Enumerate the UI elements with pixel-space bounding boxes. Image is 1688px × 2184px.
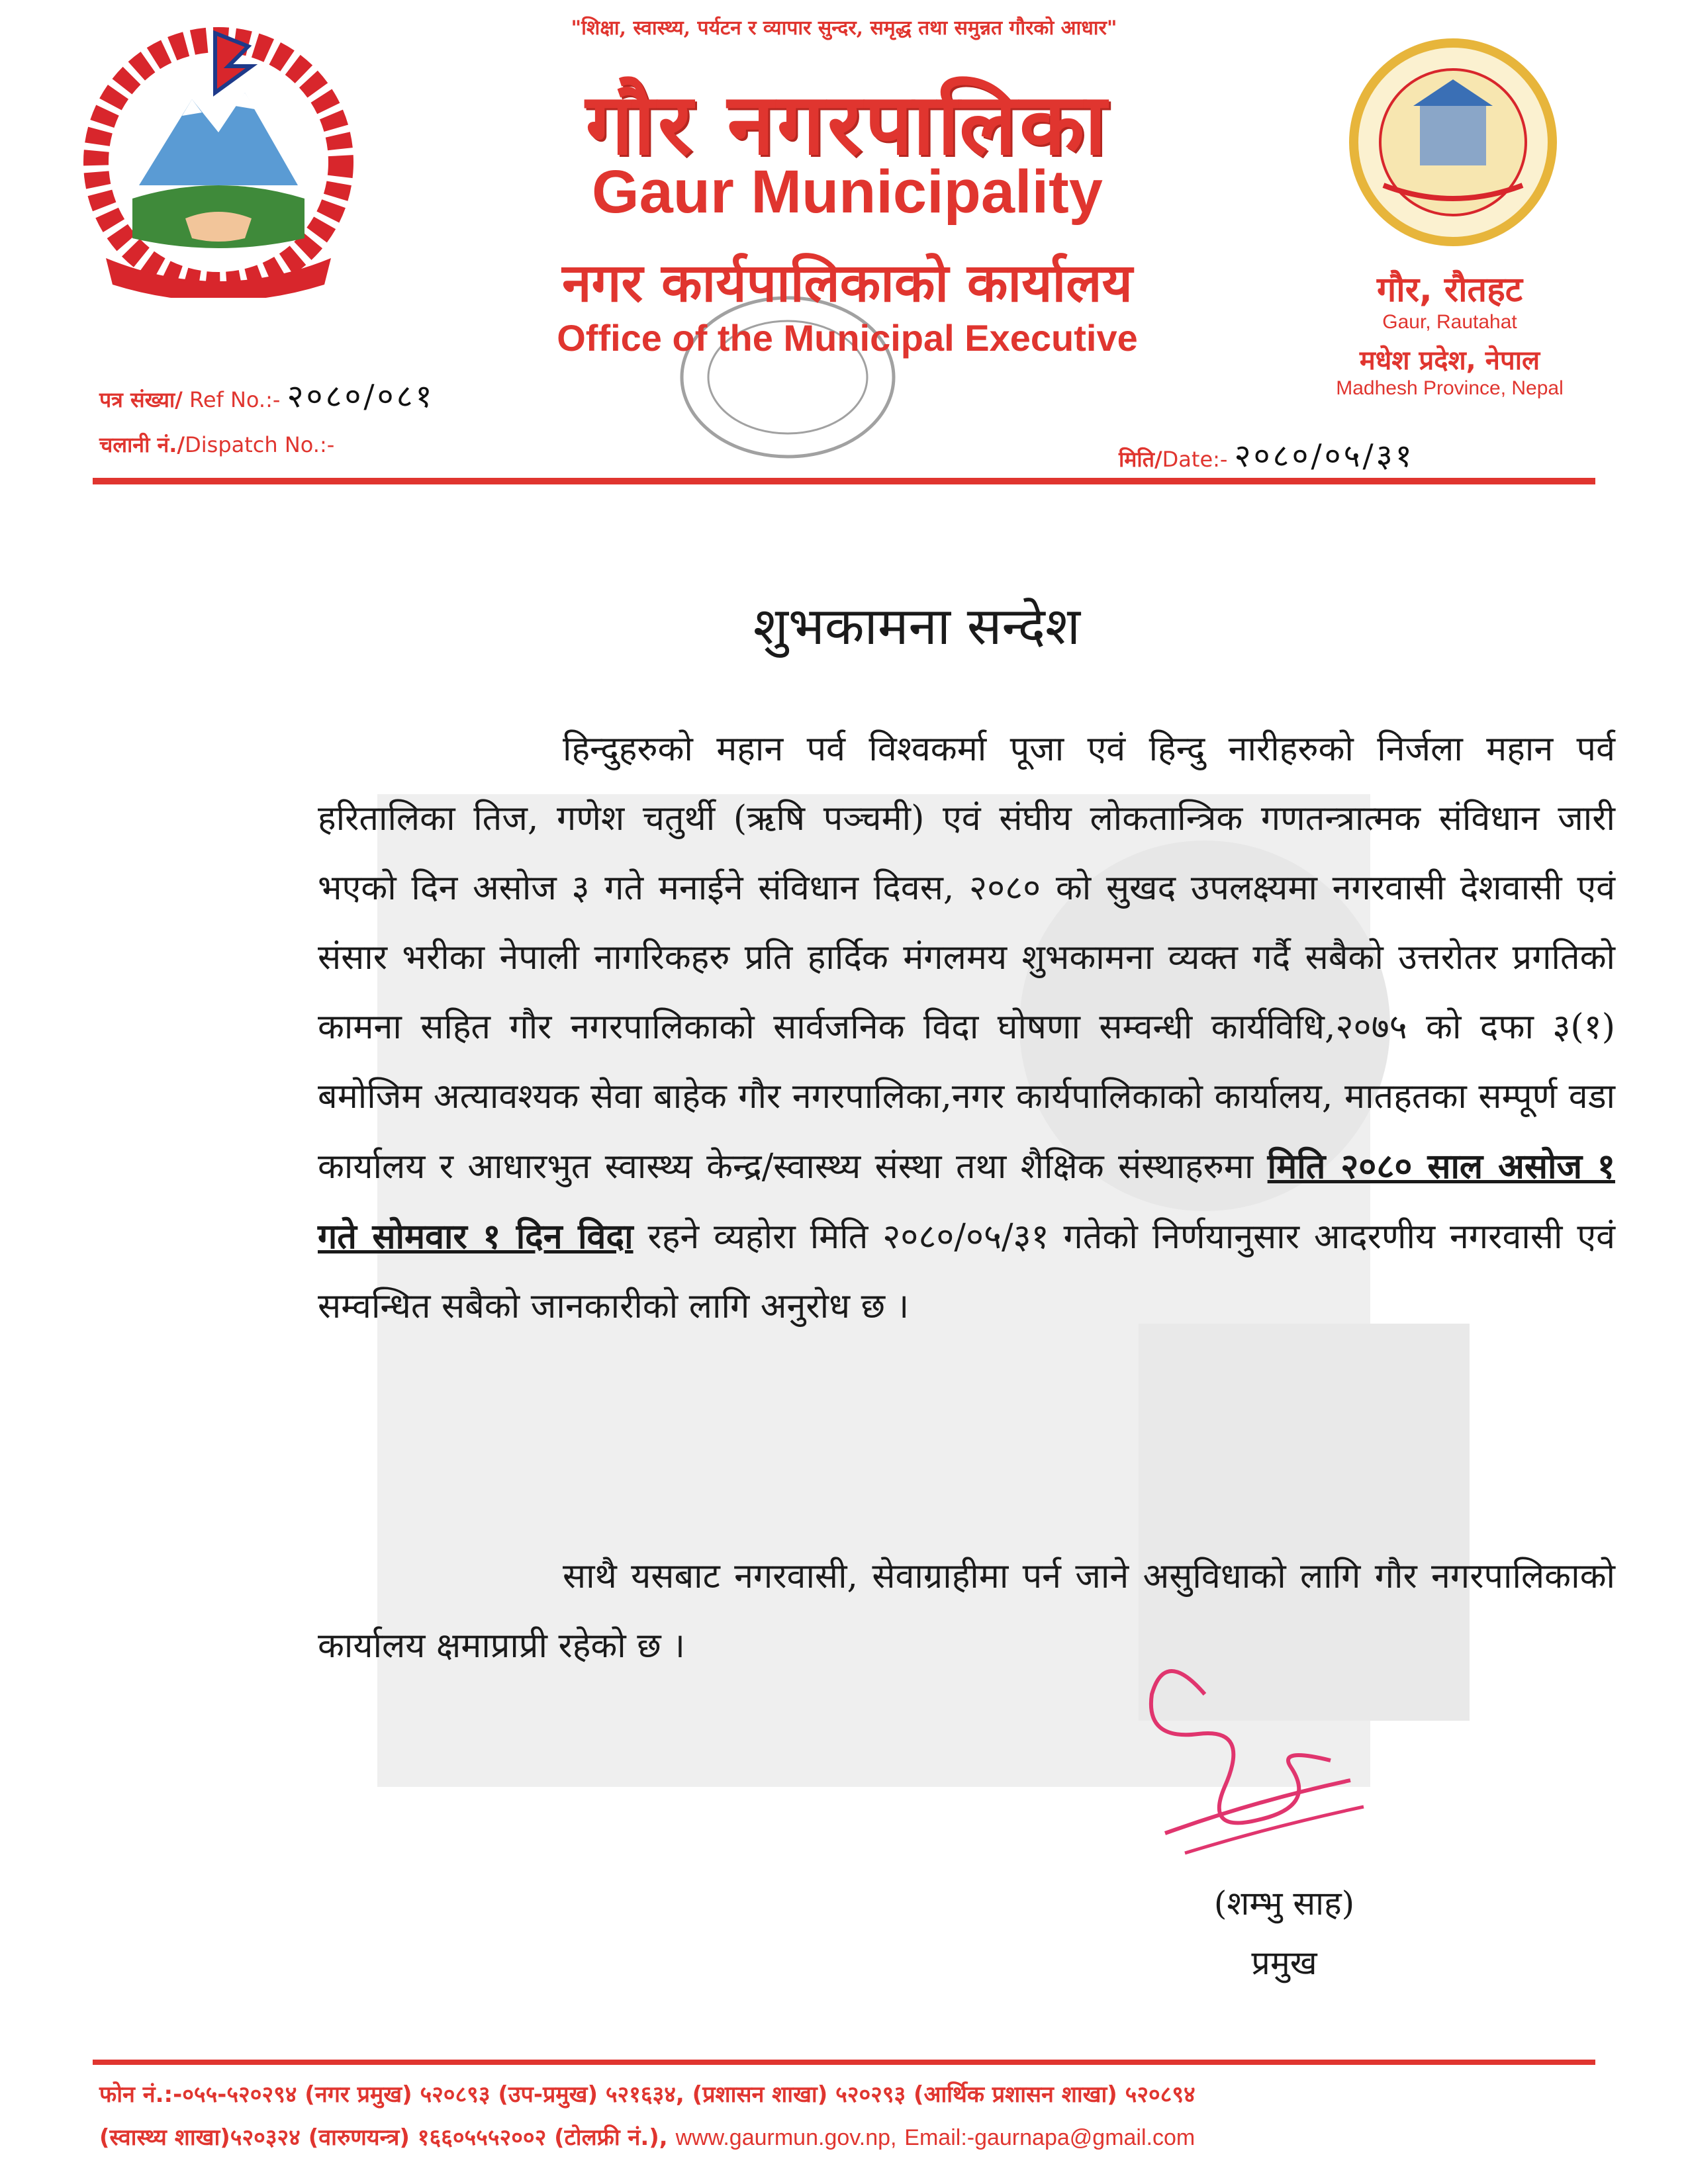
footer-phone-line: फोन नं.:-०५५-५२०२९४ (नगर प्रमुख) ५२०८९३ (उप-प्रमुख) ५२१६३४, (प्रशासन शाखा) ५२०२९३ (आर्थिक प्रशासन शाखा) ५२०८९४ <box>99 2081 1196 2108</box>
province-nepali: मधेश प्रदेश, नेपाल <box>1359 345 1540 376</box>
footer-contact-line <box>99 2121 1589 2152</box>
footer-phone-continued: (स्वास्थ्य शाखा)५२०३२४ (वारुणयन्त्र) १६६०५५५२००२ (टोलफ्री नं.), <box>99 2124 668 2151</box>
office-title-nepali: नगर कार्यपालिकाको कार्यालय <box>562 252 1133 314</box>
nepal-emblem-logo <box>66 20 371 298</box>
date-label-nepali: मिति/ <box>1119 447 1162 472</box>
holiday-highlight: मिति २०८० साल असोज १ गते सोमवार १ दिन विदा <box>318 1146 1615 1257</box>
ref-number <box>99 374 435 417</box>
ref-value: २०८०/०८१ <box>287 378 435 415</box>
email-link[interactable]: Email:-gaurnapa@gmail.com <box>904 2125 1196 2150</box>
letter-date <box>1119 433 1415 477</box>
paragraph-1-text-a: हिन्दुहरुको महान पर्व विश्वकर्मा पूजा एवं हिन्दु नारीहरुको निर्जला महान पर्व हरितालिका तिज, गणेश चतुर्थी (ऋषि पञ्चमी) एवं संघीय लोकतान्त्रिक गणतन्त्रात्मक संविधान जारी भएको दिन असोज ३ गते मनाईने संविधान दिवस, २०८० को सुखद उपलक्ष्यमा नगरवासी देशवासी एवं संसार भरीका नेपाली नागरिकहरु प्रति हार्दिक मंगलमय शुभकामना व्यक्त गर्दै सबैको उत्तरोतर प्रगतिको कामना सहित गौर नगरपालिकाको सार्वजनिक विदा घोषणा सम्वन्धी कार्यविधि,२०७५ को दफा ३(१) बमोजिम अत्यावश्यक सेवा बाहेक गौर नगरपालिका,नगर कार्यपालिकाको कार्यालय, मातहतका सम्पूर्ण वडा कार्यालय र आधारभुत स्वास्थ्य केन्द्र/स्वास्थ्य संस्था तथा शैक्षिक संस्थाहरुमा <box>318 729 1615 1187</box>
letter-paragraph-2: साथै यसबाट नगरवासी, सेवाग्राहीमा पर्न जाने असुविधाको लागि गौर नगरपालिकाको कार्यालय क्षमाप्राप्री रहेको छ । <box>318 1557 1615 1666</box>
ref-label-nepali: पत्र संख्या/ <box>99 387 183 412</box>
signature-mark <box>1125 1635 1377 1880</box>
paragraph-1-text-b: रहने व्यहोरा मिति २०८०/०५/३१ गतेको निर्णयानुसार आदरणीय नगरवासी एवं सम्वन्धित सबैको जानकारीको लागि अनुरोध छ । <box>318 1217 1615 1326</box>
footer-divider <box>93 2060 1595 2065</box>
municipality-title-english: Gaur Municipality <box>592 158 1103 226</box>
letter-paragraph-1 <box>318 715 1615 1342</box>
date-label-english: Date:- <box>1162 447 1228 472</box>
office-title-english: Office of the Municipal Executive <box>557 317 1138 359</box>
date-value: २०८०/०५/३१ <box>1234 437 1415 475</box>
letter-heading: शुभकामना सन्देश <box>753 597 1081 657</box>
ref-label-english: Ref No.:- <box>182 387 281 412</box>
dispatch-label-nepali: चलानी नं./ <box>99 432 185 457</box>
dispatch-number <box>99 430 334 459</box>
municipality-title-nepali: गौर नगरपालिका <box>585 75 1109 174</box>
location-nepali: गौर, रौतहट <box>1376 270 1523 310</box>
header-divider <box>93 478 1595 484</box>
signatory-name: (शम्भु साह) <box>1213 1884 1355 1923</box>
gaur-municipality-logo <box>1344 33 1562 251</box>
province-english: Madhesh Province, Nepal <box>1336 377 1564 399</box>
location-english: Gaur, Rautahat <box>1382 311 1517 333</box>
dispatch-label-english: Dispatch No.:- <box>185 432 335 457</box>
website-link[interactable]: www.gaurmun.gov.np, <box>675 2125 897 2150</box>
signatory-title: प्रमुख <box>1251 1944 1317 1982</box>
header-slogan: "शिक्षा, स्वास्थ्य, पर्यटन र व्यापार सुन्दर, समृद्ध तथा समुन्नत गौरको आधार" <box>571 17 1117 40</box>
